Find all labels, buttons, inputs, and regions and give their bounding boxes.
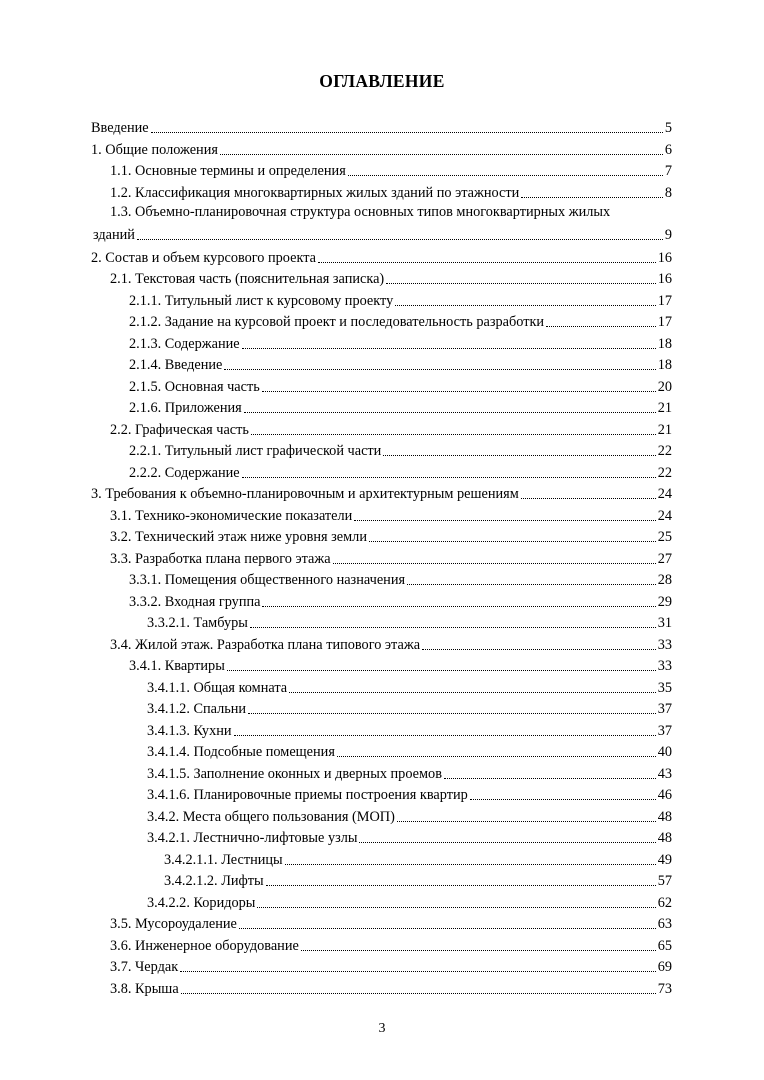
- toc-entry-label: 3.5. Мусороудаление: [110, 916, 237, 932]
- toc-entry[interactable]: [110, 547, 672, 568]
- toc-entry-label: 2.1.6. Приложения: [129, 400, 242, 416]
- toc-entry-page: 73: [657, 980, 672, 997]
- toc-entry[interactable]: [129, 375, 672, 396]
- toc-entry-page: 17: [657, 314, 672, 330]
- toc-entry[interactable]: [147, 740, 672, 761]
- toc-entry[interactable]: [91, 116, 672, 137]
- toc-entry-page: 40: [657, 744, 672, 760]
- leader-dots: [257, 904, 655, 908]
- toc-entry[interactable]: [110, 525, 672, 546]
- toc-entry-label: 2. Состав и объем курсового проекта: [91, 249, 316, 266]
- toc-entry-page: 31: [657, 615, 672, 631]
- toc-entry-label: 3.1. Технико-экономические показатели: [110, 507, 353, 524]
- leader-dots: [395, 302, 655, 306]
- toc-entry-page: 6: [664, 141, 672, 158]
- leader-dots: [244, 409, 656, 413]
- toc-entry-page: 46: [657, 787, 672, 803]
- leader-dots: [422, 646, 656, 650]
- toc-entry[interactable]: [129, 590, 672, 611]
- toc-entry-page: 48: [657, 830, 672, 846]
- toc-entry-page: 22: [657, 443, 672, 459]
- toc-entry-label: 3. Требования к объемно-планировочным и архитектурным решениям: [91, 486, 519, 502]
- leader-dots: [318, 259, 656, 263]
- toc-entry-label: 3.4.1.6. Планировочные приемы построения квартир: [147, 787, 468, 803]
- toc-entry-label: 3.3.1. Помещения общественного назначения: [129, 572, 406, 588]
- leader-dots: [224, 366, 655, 370]
- toc-entry-label: 2.1.2. Задание на курсовой проект и последовательность разработки: [129, 314, 545, 330]
- leader-dots: [242, 345, 656, 349]
- toc-entry-page: 9: [664, 227, 672, 243]
- leader-dots: [285, 861, 656, 865]
- toc-entry[interactable]: [164, 848, 672, 869]
- toc-entry[interactable]: [110, 934, 672, 955]
- toc-entry[interactable]: [110, 159, 672, 180]
- toc-entry[interactable]: [129, 654, 672, 675]
- toc-entry[interactable]: [110, 267, 672, 288]
- toc-entry[interactable]: [147, 676, 672, 697]
- toc-entry[interactable]: [147, 719, 672, 740]
- toc-entry[interactable]: [147, 783, 672, 804]
- leader-dots: [262, 388, 656, 392]
- leader-dots: [546, 323, 656, 327]
- toc-entry-page: 43: [657, 765, 672, 782]
- toc-entry-label: 3.4.2. Места общего пользования (МОП): [147, 808, 395, 825]
- toc-entry-label: 3.4.2.1.2. Лифты: [164, 873, 264, 889]
- leader-dots: [234, 732, 656, 736]
- toc-entry[interactable]: [110, 977, 672, 998]
- toc-entry-page: 8: [664, 184, 672, 201]
- toc-entry-label: 2.1. Текстовая часть (пояснительная записка): [110, 271, 385, 287]
- toc-entry-label: 2.2.1. Титульный лист графической части: [129, 443, 382, 459]
- toc-entry-label: 3.4.1.1. Общая комната: [147, 679, 288, 696]
- toc-entry-label: 2.1.3. Содержание: [129, 335, 240, 352]
- leader-dots: [220, 151, 663, 155]
- toc-entry[interactable]: [129, 353, 672, 374]
- toc-entry-page: 37: [657, 701, 672, 717]
- toc-entry-label: 3.4.1. Квартиры: [129, 658, 225, 674]
- toc-entry-page: 17: [657, 292, 672, 309]
- toc-entry-label: 3.4. Жилой этаж. Разработка плана типового этажа: [110, 636, 421, 653]
- toc-entry-label: 1.1. Основные термины и определения: [110, 163, 346, 179]
- leader-dots: [354, 517, 655, 521]
- leader-dots: [359, 839, 655, 843]
- leader-dots: [521, 194, 663, 198]
- leader-dots: [444, 775, 656, 779]
- toc-entry-page: 33: [657, 658, 672, 674]
- toc-entry[interactable]: [110, 912, 672, 933]
- toc-entry[interactable]: [129, 461, 672, 482]
- toc-entry[interactable]: [129, 310, 672, 331]
- toc-entry-label: 3.4.1.5. Заполнение оконных и дверных проемов: [147, 765, 442, 782]
- toc-entry[interactable]: [110, 418, 672, 439]
- leader-dots: [181, 990, 656, 994]
- leader-dots: [369, 538, 656, 542]
- toc-entry-label: 2.2. Графическая часть: [110, 421, 249, 438]
- leader-dots: [151, 129, 663, 133]
- leader-dots: [521, 495, 656, 499]
- toc-entry[interactable]: [110, 181, 672, 202]
- toc-entry[interactable]: [110, 955, 672, 976]
- toc-entry[interactable]: [147, 611, 672, 632]
- toc-entry-page: 22: [657, 464, 672, 481]
- toc-entry-page: 16: [657, 249, 672, 266]
- toc-entry-label: 2.1.1. Титульный лист к курсовому проекту: [129, 292, 394, 309]
- toc-entry-label: 3.3.2.1. Тамбуры: [147, 615, 248, 631]
- toc-entry-page: 20: [657, 378, 672, 395]
- toc-entry-page: 65: [657, 937, 672, 954]
- toc-entry-label: 3.2. Технический этаж ниже уровня земли: [110, 529, 367, 545]
- toc-entry-page: 7: [664, 163, 672, 179]
- toc-entry-page: 21: [657, 421, 672, 438]
- toc-entry-page: 21: [657, 400, 672, 416]
- toc-entry[interactable]: [129, 568, 672, 589]
- toc-entry-page: 62: [657, 894, 672, 911]
- toc-entry[interactable]: [110, 633, 672, 654]
- toc-entry[interactable]: [129, 439, 672, 460]
- toc-entry-page: 63: [657, 916, 672, 932]
- toc-entry-label: 2.1.5. Основная часть: [129, 378, 260, 395]
- toc-entry[interactable]: [91, 138, 672, 159]
- toc-entry-page: 33: [657, 636, 672, 653]
- page-title: ОГЛАВЛЕНИЕ: [319, 71, 445, 91]
- toc-entry-label: 3.7. Чердак: [110, 959, 179, 975]
- leader-dots: [248, 710, 656, 714]
- toc-entry-page: 37: [657, 722, 672, 739]
- toc-entry-page: 18: [657, 335, 672, 352]
- toc-entry[interactable]: [147, 762, 672, 783]
- toc-entry-label: 2.1.4. Введение: [129, 357, 223, 373]
- toc-entry[interactable]: [147, 891, 672, 912]
- toc-entry-page: 25: [657, 529, 672, 545]
- toc-entry[interactable]: [147, 826, 672, 847]
- toc-entry-label: 3.4.1.4. Подсобные помещения: [147, 744, 335, 760]
- leader-dots: [180, 968, 656, 972]
- toc-entry-continuation: [93, 223, 672, 244]
- leader-dots: [301, 947, 656, 951]
- toc-entry-page: 35: [657, 679, 672, 696]
- leader-dots: [337, 753, 656, 757]
- toc-entry-label: Введение: [91, 120, 149, 136]
- toc-entry-label: 3.4.2.1.1. Лестницы: [164, 851, 283, 868]
- toc-entry[interactable]: [93, 202, 672, 246]
- leader-dots: [470, 796, 656, 800]
- toc-entry[interactable]: [129, 289, 672, 310]
- toc-entry-page: 29: [657, 593, 672, 610]
- leader-dots: [137, 236, 663, 240]
- toc-entry-page: 28: [657, 572, 672, 588]
- leader-dots: [407, 581, 656, 585]
- toc-entry-page: 48: [657, 808, 672, 825]
- toc-entry-page: 69: [657, 959, 672, 975]
- toc-entry[interactable]: [129, 396, 672, 417]
- toc-entry-label: 1.2. Классификация многоквартирных жилых зданий по этажности: [110, 184, 520, 201]
- toc-entry[interactable]: [147, 805, 672, 826]
- toc-entry-label: 3.8. Крыша: [110, 980, 179, 997]
- toc-entry-page: 27: [657, 550, 672, 567]
- toc-entry-label: 3.6. Инженерное оборудование: [110, 937, 299, 954]
- toc-entry-page: 24: [657, 486, 672, 502]
- toc-entry[interactable]: [110, 504, 672, 525]
- page-number: 3: [378, 1021, 386, 1036]
- toc-entry-page: 57: [657, 873, 672, 889]
- toc-entry[interactable]: [164, 869, 672, 890]
- leader-dots: [242, 474, 656, 478]
- toc-entry-label: 3.4.1.3. Кухни: [147, 722, 232, 739]
- leader-dots: [262, 603, 655, 607]
- leader-dots: [266, 882, 656, 886]
- leader-dots: [251, 431, 656, 435]
- toc-entry-label: 1. Общие положения: [91, 141, 218, 158]
- leader-dots: [333, 560, 656, 564]
- toc-entry-label: 1.3. Объемно-планировочная структура основных типов многоквартирных жилых: [110, 204, 611, 220]
- toc-entry[interactable]: [129, 332, 672, 353]
- leader-dots: [383, 452, 655, 456]
- toc-entry-page: 24: [657, 507, 672, 524]
- leader-dots: [239, 925, 656, 929]
- leader-dots: [289, 689, 656, 693]
- toc-entry-label: 3.3.2. Входная группа: [129, 593, 261, 610]
- leader-dots: [348, 172, 663, 176]
- toc-entry-page: 5: [664, 120, 672, 136]
- toc-entry-page: 16: [657, 271, 672, 287]
- leader-dots: [386, 280, 656, 284]
- toc-entry-page: 49: [657, 851, 672, 868]
- toc-entry[interactable]: [91, 482, 672, 503]
- toc-entry-label: 3.4.1.2. Спальни: [147, 701, 247, 717]
- toc-entry-label: 2.2.2. Содержание: [129, 464, 240, 481]
- leader-dots: [250, 624, 656, 628]
- toc-entry-label: 3.3. Разработка плана первого этажа: [110, 550, 331, 567]
- toc-entry-label-cont: зданий: [93, 227, 135, 243]
- toc-entry-label: 3.4.2.1. Лестнично-лифтовые узлы: [147, 830, 358, 846]
- toc-entry[interactable]: [91, 246, 672, 267]
- leader-dots: [227, 667, 656, 671]
- toc-entry-page: 18: [657, 357, 672, 373]
- toc-entry[interactable]: [147, 697, 672, 718]
- toc-entry-label: 3.4.2.2. Коридоры: [147, 894, 256, 911]
- leader-dots: [397, 818, 656, 822]
